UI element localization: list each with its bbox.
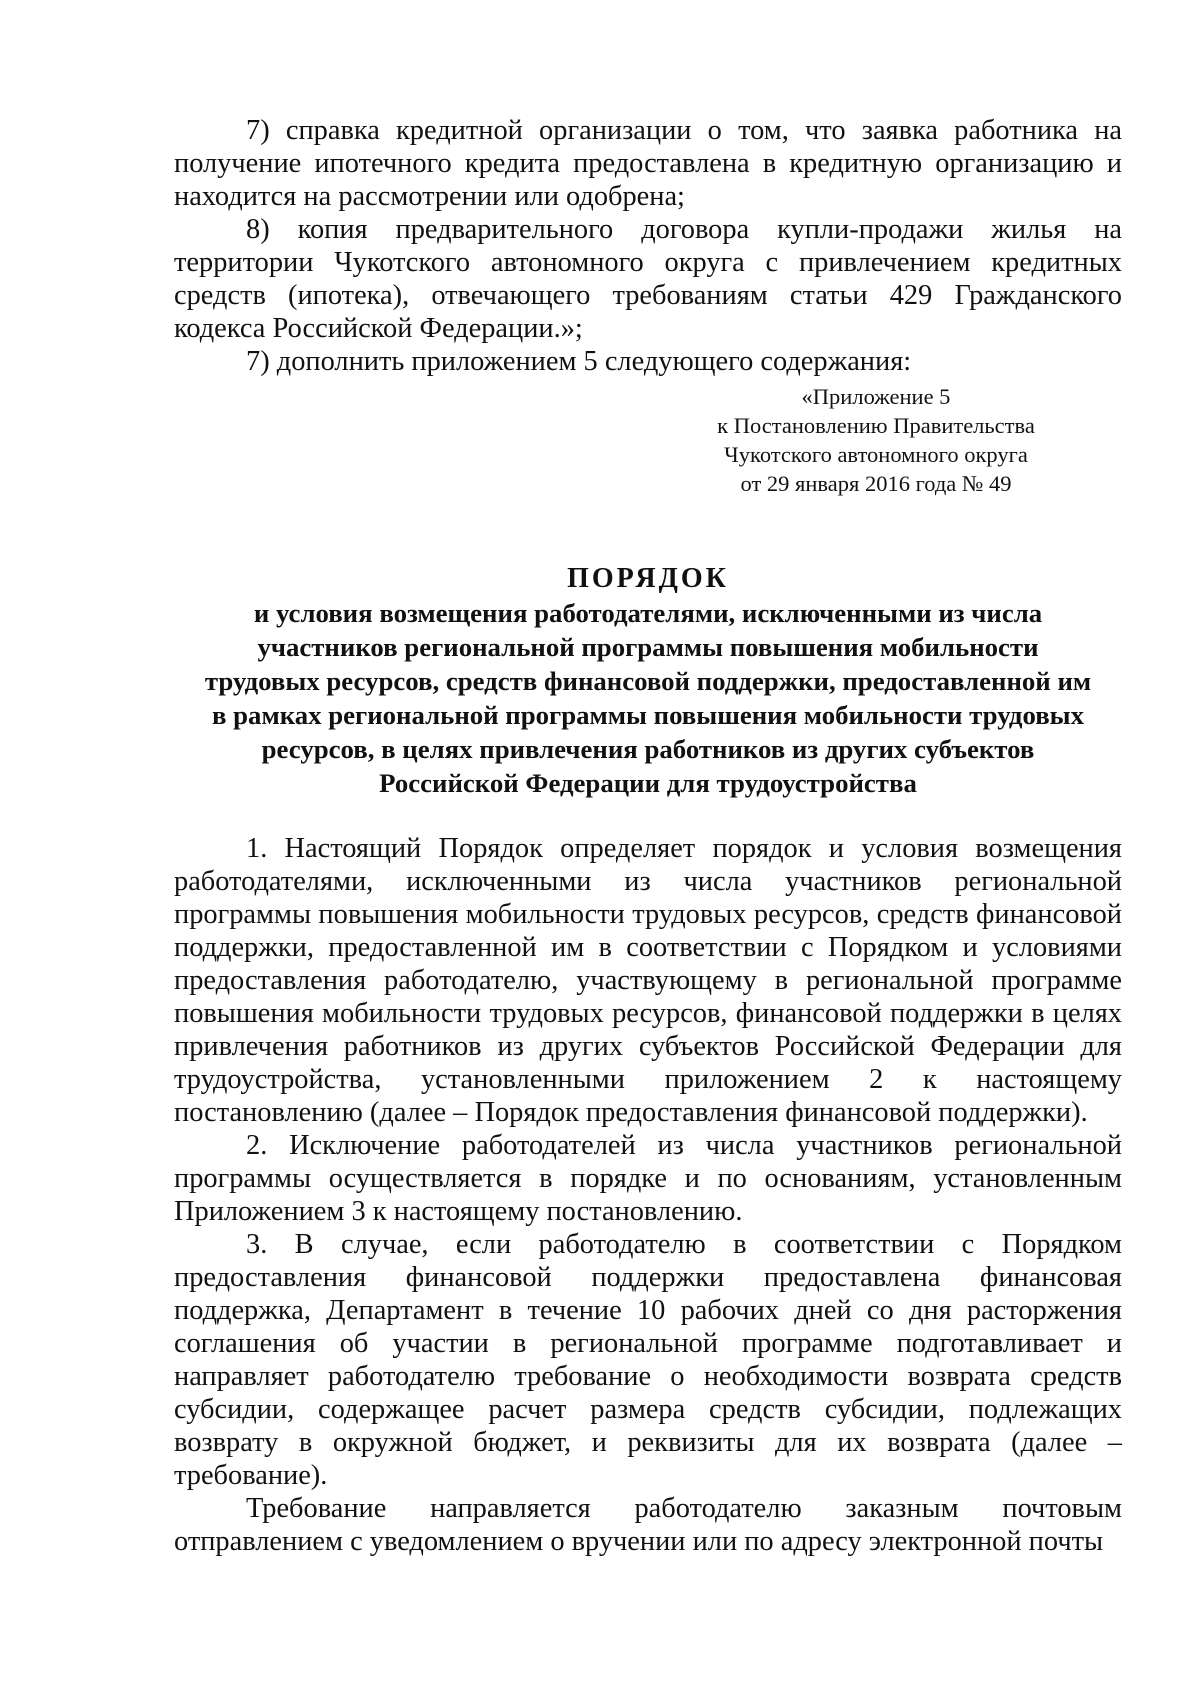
appendix-header-line: Чукотского автономного округа xyxy=(724,442,1028,467)
clause-2: 2. Исключение работодателей из числа участников региональной программы осуществляется в порядке и по основаниям, установленным Приложением 3 к настоящему постановлению. xyxy=(174,1130,1122,1227)
clause-3: 3. В случае, если работодателю в соответствии с Порядком предоставления финансовой поддержки предоставлена финансовая поддержка, Департамент в течение 10 рабочих дней со дня расторжения соглашения об участии в региональной программе подготавливает и направляет работодателю требование о необходимости возврата средств субсидии, содержащее расчет размера средств субсидии, подлежащих возврату в окружной бюджет, и реквизиты для их возврата (далее – требование). xyxy=(174,1229,1122,1491)
document-subtitle xyxy=(174,596,1122,800)
amendment-7-add-appendix: 7) дополнить приложением 5 следующего содержания: xyxy=(246,346,912,377)
subtitle-line: в рамках региональной программы повышения мобильности трудовых xyxy=(211,700,1084,730)
subtitle-line: и условия возмещения работодателями, исключенными из числа xyxy=(253,598,1043,628)
subtitle-line: трудовых ресурсов, средств финансовой поддержки, предоставленной им xyxy=(204,666,1092,696)
appendix-header xyxy=(174,382,1056,498)
clause-1: 1. Настоящий Порядок определяет порядок и условия возмещения работодателями, исключенными из числа участников региональной программы повышения мобильности трудовых ресурсов, средств финансовой поддержки, предоставленной им в соответствии с Порядком и условиями предоставления работодателю, участвующему в региональной программе повышения мобильности трудовых ресурсов, финансовой поддержки в целях привлечения работников из других субъектов Российской Федерации для трудоустройства, установленными приложением 2 к настоящему постановлению (далее – Порядок предоставления финансовой поддержки). xyxy=(174,833,1122,1128)
body-section xyxy=(174,832,1122,1558)
appendix-header-line: «Приложение 5 xyxy=(801,384,951,409)
subtitle-line: участников региональной программы повышения мобильности xyxy=(257,632,1039,662)
item-8-preliminary-contract: 8) копия предварительного договора купли-продажи жилья на территории Чукотского автономного округа с привлечением кредитных средств (ипотека), отвечающего требованиям статьи 429 Гражданского кодекса Российской Федерации.»; xyxy=(174,214,1122,344)
document-title: ПОРЯДОК xyxy=(567,563,729,594)
subtitle-line: Российской Федерации для трудоустройства xyxy=(379,768,917,798)
item-7-mortgage-certificate: 7) справка кредитной организации о том, что заявка работника на получение ипотечного кредита предоставлена в кредитную организацию и находится на рассмотрении или одобрена; xyxy=(174,115,1122,212)
appendix-header-line: от 29 января 2016 года № 49 xyxy=(740,471,1012,496)
subtitle-line: ресурсов, в целях привлечения работников из других субъектов xyxy=(261,734,1035,764)
appendix-header-line: к Постановлению Правительства xyxy=(717,413,1035,438)
document-content xyxy=(174,114,1122,1558)
clause-3-continuation: Требование направляется работодателю заказным почтовым отправлением с уведомлением о вручении или по адресу электронной почты xyxy=(174,1493,1122,1557)
